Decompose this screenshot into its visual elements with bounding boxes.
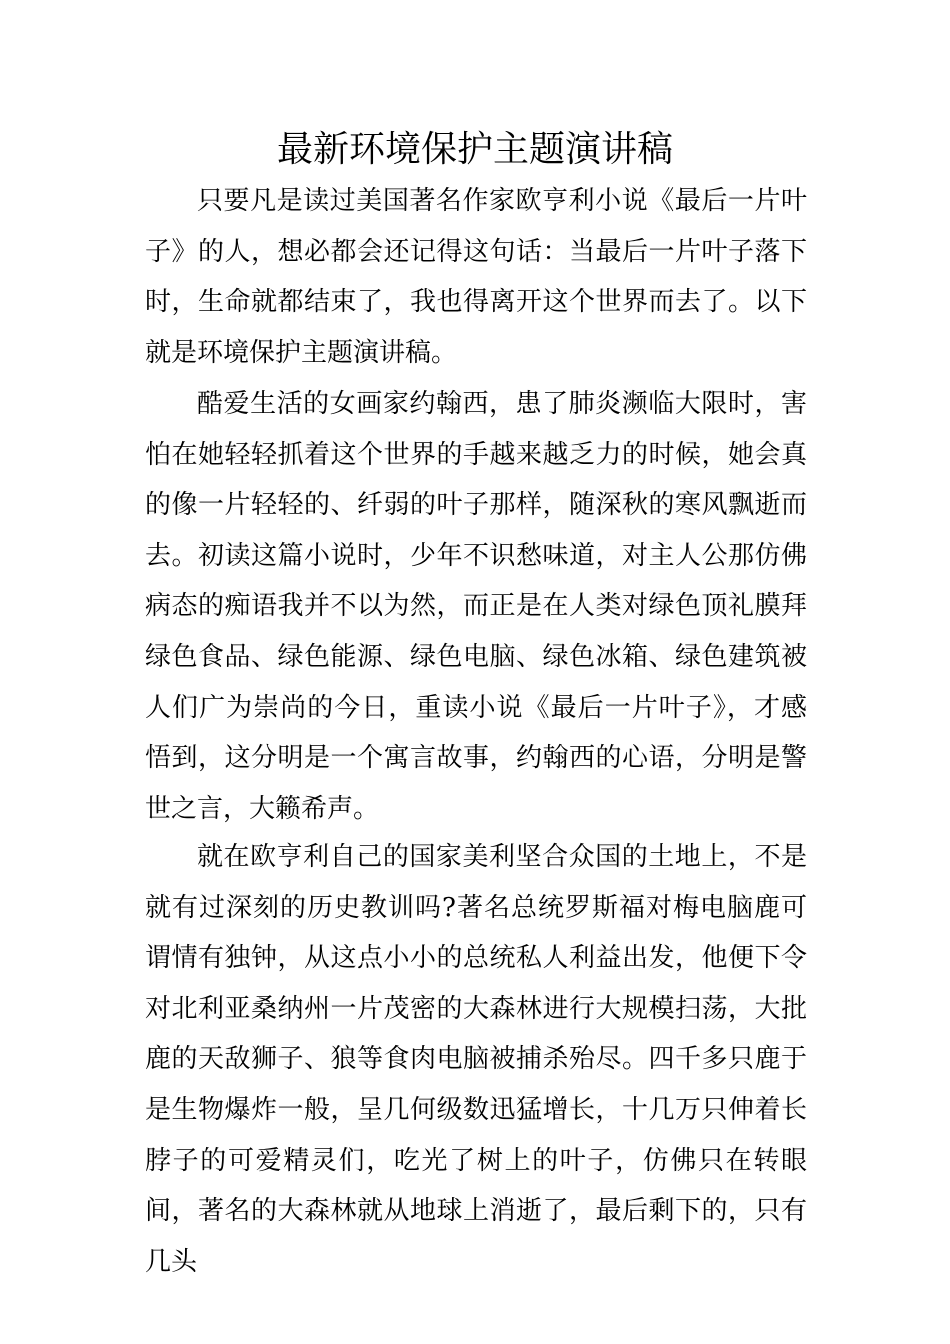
- paragraph-2: 酷爱生活的女画家约翰西，患了肺炎濒临大限时，害怕在她轻轻抓着这个世界的手越来越乏力的时候，她会真的像一片轻轻的、纤弱的叶子那样，随深秋的寒风飘逝而去。初读这篇小说时，少年不识愁味道，对主人公那仿佛病态的痴语我并不以为然，而正是在人类对绿色顶礼膜拜绿色食品、绿色能源、绿色电脑、绿色冰箱、绿色建筑被人们广为崇尚的今日，重读小说《最后一片叶子》，才感悟到，这分明是一个寓言故事，约翰西的心语，分明是警世之言，大籁希声。: [145, 389, 807, 824]
- document-title: 最新环境保护主题演讲稿: [276, 129, 673, 170]
- document-body: [145, 176, 807, 1287]
- paragraph-1: 只要凡是读过美国著名作家欧亨利小说《最后一片叶子》的人，想必都会还记得这句话：当最后一片叶子落下时，生命就都结束了，我也得离开这个世界而去了。以下就是环境保护主题演讲稿。: [145, 186, 807, 368]
- paragraph-3: 就在欧亨利自己的国家美利坚合众国的土地上，不是就有过深刻的历史教训吗?著名总统罗斯福对梅电脑鹿可谓情有独钟，从这点小小的总统私人利益出发，他便下令对北利亚桑纳州一片茂密的大森林进行大规模扫荡，大批鹿的天敌狮子、狼等食肉电脑被捕杀殆尽。四千多只鹿于是生物爆炸一般，呈几何级数迅猛增长，十几万只伸着长脖子的可爱精灵们，吃光了树上的叶子，仿佛只在转眼间，著名的大森林就从地球上消逝了，最后剩下的，只有几头: [145, 842, 807, 1277]
